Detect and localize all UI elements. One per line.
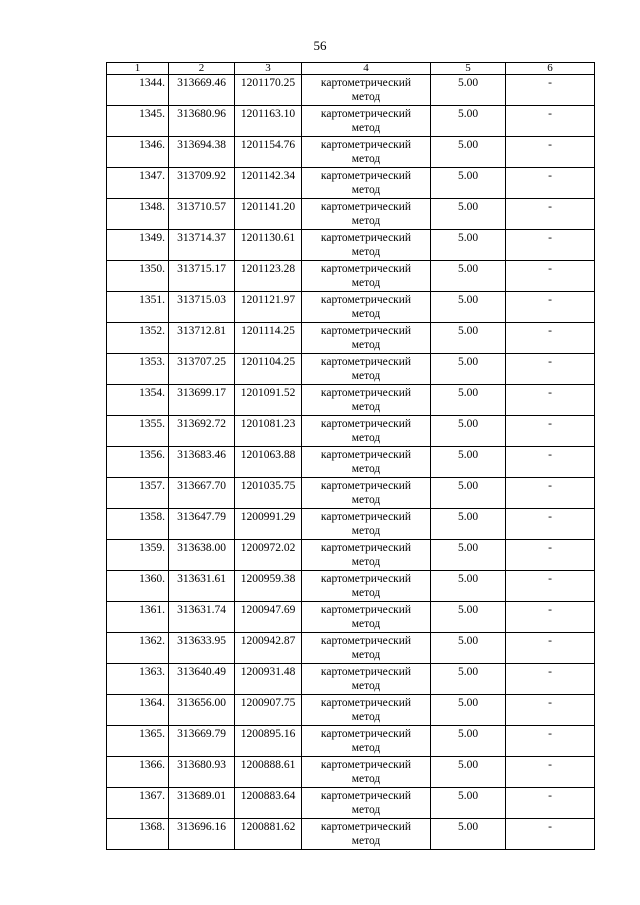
error-cell: 5.00: [431, 230, 506, 261]
method-cell: [302, 509, 431, 540]
method-text-line2: метод: [351, 587, 381, 599]
table-row: [107, 540, 595, 571]
column-header-2: 2: [169, 63, 235, 75]
method-text-line2: метод: [351, 525, 381, 537]
method-text-line2: метод: [351, 711, 381, 723]
point-number-cell: 1344.: [107, 75, 169, 106]
error-cell: 5.00: [431, 75, 506, 106]
method-text-line1: картометрический: [320, 759, 412, 771]
table-row: [107, 478, 595, 509]
table-row: [107, 757, 595, 788]
method-text-line2: метод: [351, 122, 381, 134]
x-coordinate-cell: 313710.57: [169, 199, 235, 230]
method-text-line2: метод: [351, 246, 381, 258]
note-cell: -: [506, 447, 595, 478]
y-coordinate-cell: 1200991.29: [235, 509, 302, 540]
point-number-cell: 1366.: [107, 757, 169, 788]
note-cell: -: [506, 168, 595, 199]
point-number-cell: 1361.: [107, 602, 169, 633]
x-coordinate-cell: 313633.95: [169, 633, 235, 664]
method-cell: [302, 819, 431, 850]
note-cell: -: [506, 75, 595, 106]
table-row: [107, 571, 595, 602]
y-coordinate-cell: 1201142.34: [235, 168, 302, 199]
x-coordinate-cell: 313715.03: [169, 292, 235, 323]
table-row: [107, 106, 595, 137]
method-cell: [302, 323, 431, 354]
error-cell: 5.00: [431, 261, 506, 292]
point-number-cell: 1350.: [107, 261, 169, 292]
method-text-line1: картометрический: [320, 666, 412, 678]
note-cell: -: [506, 819, 595, 850]
method-text-line1: картометрический: [320, 449, 412, 461]
table-row: [107, 75, 595, 106]
table-row: [107, 819, 595, 850]
table-row: [107, 199, 595, 230]
note-cell: -: [506, 230, 595, 261]
x-coordinate-cell: 313640.49: [169, 664, 235, 695]
point-number-cell: 1362.: [107, 633, 169, 664]
x-coordinate-cell: 313680.96: [169, 106, 235, 137]
method-text-line2: метод: [351, 649, 381, 661]
note-cell: -: [506, 354, 595, 385]
x-coordinate-cell: 313709.92: [169, 168, 235, 199]
method-text-line1: картометрический: [320, 108, 412, 120]
note-cell: -: [506, 664, 595, 695]
table-row: [107, 416, 595, 447]
column-header-4: 4: [302, 63, 431, 75]
method-cell: [302, 137, 431, 168]
method-text-line1: картометрический: [320, 573, 412, 585]
x-coordinate-cell: 313669.46: [169, 75, 235, 106]
table-row: [107, 323, 595, 354]
error-cell: 5.00: [431, 168, 506, 199]
y-coordinate-cell: 1201163.10: [235, 106, 302, 137]
point-number-cell: 1351.: [107, 292, 169, 323]
method-text-line2: метод: [351, 339, 381, 351]
x-coordinate-cell: 313647.79: [169, 509, 235, 540]
method-text-line2: метод: [351, 184, 381, 196]
y-coordinate-cell: 1201130.61: [235, 230, 302, 261]
point-number-cell: 1345.: [107, 106, 169, 137]
x-coordinate-cell: 313667.70: [169, 478, 235, 509]
y-coordinate-cell: 1201114.25: [235, 323, 302, 354]
y-coordinate-cell: 1201063.88: [235, 447, 302, 478]
note-cell: -: [506, 757, 595, 788]
method-cell: [302, 354, 431, 385]
y-coordinate-cell: 1200959.38: [235, 571, 302, 602]
point-number-cell: 1360.: [107, 571, 169, 602]
method-text-line1: картометрический: [320, 604, 412, 616]
x-coordinate-cell: 313638.00: [169, 540, 235, 571]
point-number-cell: 1347.: [107, 168, 169, 199]
point-number-cell: 1346.: [107, 137, 169, 168]
error-cell: 5.00: [431, 385, 506, 416]
method-text-line2: метод: [351, 463, 381, 475]
note-cell: -: [506, 788, 595, 819]
table-row: [107, 168, 595, 199]
error-cell: 5.00: [431, 819, 506, 850]
method-text-line1: картометрический: [320, 728, 412, 740]
method-text-line1: картометрический: [320, 790, 412, 802]
error-cell: 5.00: [431, 695, 506, 726]
y-coordinate-cell: 1201123.28: [235, 261, 302, 292]
method-cell: [302, 292, 431, 323]
method-cell: [302, 385, 431, 416]
method-cell: [302, 788, 431, 819]
method-cell: [302, 168, 431, 199]
note-cell: -: [506, 292, 595, 323]
method-cell: [302, 540, 431, 571]
x-coordinate-cell: 313680.93: [169, 757, 235, 788]
error-cell: 5.00: [431, 664, 506, 695]
method-text-line2: метод: [351, 432, 381, 444]
y-coordinate-cell: 1201035.75: [235, 478, 302, 509]
method-cell: [302, 416, 431, 447]
note-cell: -: [506, 571, 595, 602]
column-header-6: 6: [506, 63, 595, 75]
x-coordinate-cell: 313699.17: [169, 385, 235, 416]
method-text-line2: метод: [351, 308, 381, 320]
y-coordinate-cell: 1201170.25: [235, 75, 302, 106]
table-row: [107, 354, 595, 385]
point-number-cell: 1352.: [107, 323, 169, 354]
point-number-cell: 1349.: [107, 230, 169, 261]
point-number-cell: 1365.: [107, 726, 169, 757]
point-number-cell: 1368.: [107, 819, 169, 850]
error-cell: 5.00: [431, 447, 506, 478]
table-row: [107, 509, 595, 540]
method-cell: [302, 106, 431, 137]
note-cell: -: [506, 261, 595, 292]
method-text-line2: метод: [351, 618, 381, 630]
method-text-line1: картометрический: [320, 201, 412, 213]
x-coordinate-cell: 313631.74: [169, 602, 235, 633]
method-text-line2: метод: [351, 153, 381, 165]
method-text-line1: картометрический: [320, 697, 412, 709]
method-cell: [302, 664, 431, 695]
method-text-line1: картометрический: [320, 294, 412, 306]
method-text-line1: картометрический: [320, 77, 412, 89]
table-row: [107, 664, 595, 695]
y-coordinate-cell: 1200907.75: [235, 695, 302, 726]
table-row: [107, 788, 595, 819]
method-text-line1: картометрический: [320, 480, 412, 492]
table-row: [107, 230, 595, 261]
method-text-line1: картометрический: [320, 170, 412, 182]
method-text-line2: метод: [351, 370, 381, 382]
note-cell: -: [506, 199, 595, 230]
y-coordinate-cell: 1201104.25: [235, 354, 302, 385]
point-number-cell: 1358.: [107, 509, 169, 540]
point-number-cell: 1356.: [107, 447, 169, 478]
method-cell: [302, 726, 431, 757]
error-cell: 5.00: [431, 726, 506, 757]
error-cell: 5.00: [431, 540, 506, 571]
method-text-line2: метод: [351, 773, 381, 785]
point-number-cell: 1357.: [107, 478, 169, 509]
x-coordinate-cell: 313714.37: [169, 230, 235, 261]
note-cell: -: [506, 385, 595, 416]
method-text-line1: картометрический: [320, 542, 412, 554]
error-cell: 5.00: [431, 106, 506, 137]
method-text-line2: метод: [351, 401, 381, 413]
method-text-line1: картометрический: [320, 418, 412, 430]
method-text-line2: метод: [351, 742, 381, 754]
point-number-cell: 1363.: [107, 664, 169, 695]
method-text-line2: метод: [351, 804, 381, 816]
method-text-line2: метод: [351, 556, 381, 568]
x-coordinate-cell: 313696.16: [169, 819, 235, 850]
method-text-line1: картометрический: [320, 232, 412, 244]
method-cell: [302, 757, 431, 788]
error-cell: 5.00: [431, 478, 506, 509]
x-coordinate-cell: 313707.25: [169, 354, 235, 385]
method-text-line2: метод: [351, 277, 381, 289]
note-cell: -: [506, 695, 595, 726]
method-text-line1: картометрический: [320, 356, 412, 368]
method-cell: [302, 602, 431, 633]
x-coordinate-cell: 313712.81: [169, 323, 235, 354]
method-text-line2: метод: [351, 494, 381, 506]
error-cell: 5.00: [431, 633, 506, 664]
y-coordinate-cell: 1200942.87: [235, 633, 302, 664]
point-number-cell: 1355.: [107, 416, 169, 447]
column-header-3: 3: [235, 63, 302, 75]
method-text-line2: метод: [351, 215, 381, 227]
y-coordinate-cell: 1200883.64: [235, 788, 302, 819]
point-number-cell: 1359.: [107, 540, 169, 571]
point-number-cell: 1367.: [107, 788, 169, 819]
point-number-cell: 1364.: [107, 695, 169, 726]
table-row: [107, 261, 595, 292]
point-number-cell: 1354.: [107, 385, 169, 416]
x-coordinate-cell: 313694.38: [169, 137, 235, 168]
y-coordinate-cell: 1201091.52: [235, 385, 302, 416]
error-cell: 5.00: [431, 323, 506, 354]
error-cell: 5.00: [431, 509, 506, 540]
error-cell: 5.00: [431, 788, 506, 819]
table-row: [107, 695, 595, 726]
method-text-line1: картометрический: [320, 139, 412, 151]
error-cell: 5.00: [431, 757, 506, 788]
error-cell: 5.00: [431, 292, 506, 323]
method-text-line1: картометрический: [320, 511, 412, 523]
method-cell: [302, 447, 431, 478]
table-row: [107, 385, 595, 416]
table-row: [107, 292, 595, 323]
method-cell: [302, 478, 431, 509]
y-coordinate-cell: 1201081.23: [235, 416, 302, 447]
method-text-line1: картометрический: [320, 325, 412, 337]
column-header-1: 1: [107, 63, 169, 75]
error-cell: 5.00: [431, 137, 506, 168]
x-coordinate-cell: 313689.01: [169, 788, 235, 819]
method-text-line1: картометрический: [320, 821, 412, 833]
method-cell: [302, 75, 431, 106]
error-cell: 5.00: [431, 416, 506, 447]
method-cell: [302, 571, 431, 602]
method-text-line2: метод: [351, 91, 381, 103]
method-cell: [302, 633, 431, 664]
y-coordinate-cell: 1201141.20: [235, 199, 302, 230]
method-cell: [302, 695, 431, 726]
error-cell: 5.00: [431, 602, 506, 633]
method-text-line2: метод: [351, 835, 381, 847]
table-row: [107, 602, 595, 633]
x-coordinate-cell: 313683.46: [169, 447, 235, 478]
note-cell: -: [506, 323, 595, 354]
error-cell: 5.00: [431, 199, 506, 230]
x-coordinate-cell: 313631.61: [169, 571, 235, 602]
error-cell: 5.00: [431, 354, 506, 385]
method-text-line2: метод: [351, 680, 381, 692]
table-row: [107, 447, 595, 478]
error-cell: 5.00: [431, 571, 506, 602]
coordinates-table: [106, 62, 595, 850]
note-cell: -: [506, 540, 595, 571]
method-text-line1: картометрический: [320, 635, 412, 647]
x-coordinate-cell: 313669.79: [169, 726, 235, 757]
y-coordinate-cell: 1201154.76: [235, 137, 302, 168]
y-coordinate-cell: 1200931.48: [235, 664, 302, 695]
table-row: [107, 726, 595, 757]
table-body: [107, 75, 595, 850]
note-cell: -: [506, 633, 595, 664]
method-text-line1: картометрический: [320, 387, 412, 399]
method-cell: [302, 230, 431, 261]
y-coordinate-cell: 1200972.02: [235, 540, 302, 571]
note-cell: -: [506, 137, 595, 168]
y-coordinate-cell: 1200895.16: [235, 726, 302, 757]
x-coordinate-cell: 313715.17: [169, 261, 235, 292]
note-cell: -: [506, 509, 595, 540]
x-coordinate-cell: 313656.00: [169, 695, 235, 726]
column-header-5: 5: [431, 63, 506, 75]
note-cell: -: [506, 106, 595, 137]
point-number-cell: 1348.: [107, 199, 169, 230]
note-cell: -: [506, 602, 595, 633]
note-cell: -: [506, 478, 595, 509]
method-cell: [302, 199, 431, 230]
point-number-cell: 1353.: [107, 354, 169, 385]
y-coordinate-cell: 1200947.69: [235, 602, 302, 633]
table-row: [107, 633, 595, 664]
x-coordinate-cell: 313692.72: [169, 416, 235, 447]
y-coordinate-cell: 1200881.62: [235, 819, 302, 850]
note-cell: -: [506, 726, 595, 757]
table-row: [107, 137, 595, 168]
note-cell: -: [506, 416, 595, 447]
method-text-line1: картометрический: [320, 263, 412, 275]
page-number: 56: [313, 38, 327, 53]
method-cell: [302, 261, 431, 292]
y-coordinate-cell: 1200888.61: [235, 757, 302, 788]
y-coordinate-cell: 1201121.97: [235, 292, 302, 323]
table-header-row: [107, 63, 595, 75]
